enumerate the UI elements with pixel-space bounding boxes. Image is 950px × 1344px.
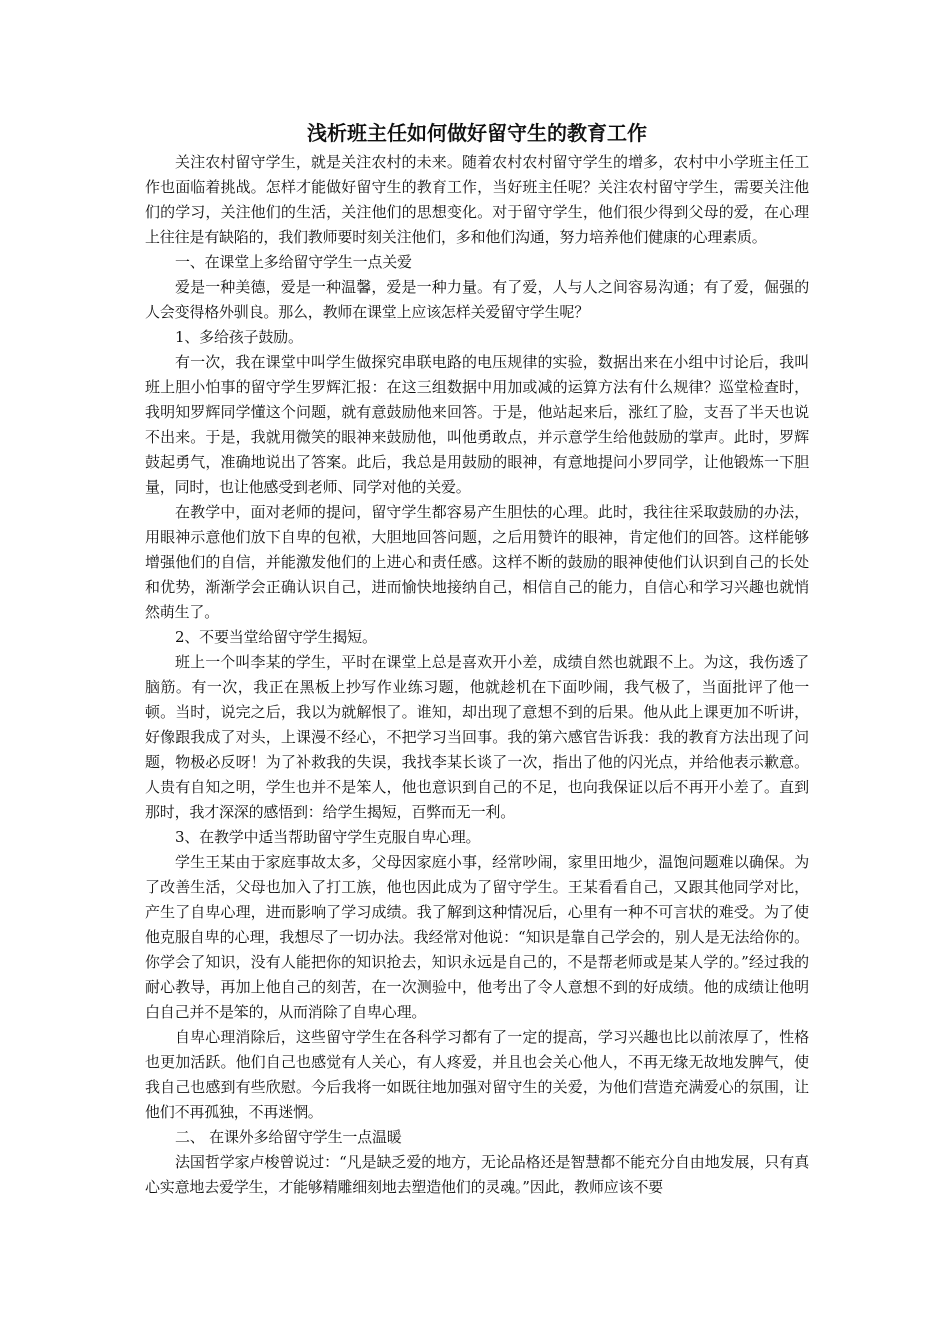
intro-paragraph: 关注农村留守学生，就是关注农村的未来。随着农村农村留守学生的增多，农村中小学班主任工作也面临着挑战。怎样才能做好留守生的教育工作，当好班主任呢？关注农村留守学生，需要关注他们的学习，关注他们的生活，关注他们的思想变化。对于留守学生，他们很少得到父母的爱，在心理上往往是有缺陷的，我们教师要时刻关注他们，多和他们沟通，努力培养他们健康的心理素质。 xyxy=(145,153,809,246)
paragraph: 法国哲学家卢梭曾说过：“凡是缺乏爱的地方，无论品格还是智慧都不能充分自由地发展，只有真心实意地去爱学生，才能够精雕细刻地去塑造他们的灵魂。”因此，教师应该不要 xyxy=(145,1153,809,1196)
paragraph: 有一次，我在课堂中叫学生做探究串联电路的电压规律的实验，数据出来在小组中讨论后，我叫班上胆小怕事的留守学生罗辉汇报：在这三组数据中用加或减的运算方法有什么规律？巡堂检查时，我明知罗辉同学懂这个问题，就有意鼓励他来回答。于是，他站起来后，涨红了脸，支吾了半天也说不出来。于是，我就用微笑的眼神来鼓励他，叫他勇敢点，并示意学生给他鼓励的掌声。此时，罗辉鼓起勇气，准确地说出了答案。此后，我总是用鼓励的眼神，有意地提问小罗同学，让他锻炼一下胆量，同时，也让他感受到老师、同学对他的关爱。 xyxy=(145,353,809,496)
paragraph: 在教学中，面对老师的提问，留守学生都容易产生胆怯的心理。此时，我往往采取鼓励的办法，用眼神示意他们放下自卑的包袱，大胆地回答问题，之后用赞许的眼神，肯定他们的回答。这样能够增强他们的自信，并能激发他们的上进心和责任感。这样不断的鼓励的眼神使他们认识到自己的长处和优势，渐渐学会正确认识自己，进而愉快地接纳自己，相信自己的能力，自信心和学习兴趣也就悄然萌生了。 xyxy=(145,503,809,621)
subheading-2: 2、不要当堂给留守学生揭短。 xyxy=(175,628,377,646)
paragraph: 班上一个叫李某的学生，平时在课堂上总是喜欢开小差，成绩自然也就跟不上。为这，我伤透了脑筋。有一次，我正在黑板上抄写作业练习题，他就趁机在下面吵闹，我气极了，当面批评了他一顿。当时，说完之后，我以为就解恨了。谁知，却出现了意想不到的后果。他从此上课更加不听讲，好像跟我成了对头，上课漫不经心，不把学习当回事。我的第六感官告诉我：我的教育方法出现了问题，物极必反呀！为了补救我的失误，我找李某长谈了一次，指出了他的闪光点，并给他表示歉意。人贵有自知之明，学生也并不是笨人，他也意识到自己的不足，也向我保证以后不再开小差了。直到那时，我才深深的感悟到：给学生揭短，百弊而无一利。 xyxy=(145,653,809,821)
paragraph: 自卑心理消除后，这些留守学生在各科学习都有了一定的提高，学习兴趣也比以前浓厚了，性格也更加活跃。他们自己也感觉有人关心，有人疼爱，并且也会关心他人，不再无缘无故地发脾气，使我自己也感到有些欣慰。今后我将一如既往地加强对留守生的关爱，为他们营造充满爱心的氛围，让他们不再孤独，不再迷惘。 xyxy=(145,1028,809,1121)
document-title: 浅析班主任如何做好留守生的教育工作 xyxy=(307,121,647,145)
subheading-3: 3、在教学中适当帮助留守学生克服自卑心理。 xyxy=(175,828,481,846)
section-heading-2: 二、 在课外多给留守学生一点温暖 xyxy=(175,1128,402,1146)
document-page xyxy=(145,118,809,1200)
paragraph: 学生王某由于家庭事故太多，父母因家庭小事，经常吵闹，家里田地少，温饱问题难以确保。为了改善生活，父母也加入了打工族，他也因此成为了留守学生。王某看看自己，又跟其他同学对比，产生了自卑心理，进而影响了学习成绩。我了解到这种情况后，心里有一种不可言状的难受。为了使他克服自卑的心理，我想尽了一切办法。我经常对他说：“知识是靠自己学会的，别人是无法给你的。你学会了知识，没有人能把你的知识抢去，知识永远是自己的，不是帮老师或是某人学的。”经过我的耐心教导，再加上他自己的刻苦，在一次测验中，他考出了令人意想不到的好成绩。他的成绩让他明白自己并不是笨的，从而消除了自卑心理。 xyxy=(145,853,809,1021)
section-heading-1: 一、在课堂上多给留守学生一点关爱 xyxy=(175,253,412,271)
subheading-1: 1、多给孩子鼓励。 xyxy=(175,328,303,346)
paragraph: 爱是一种美德，爱是一种温馨，爱是一种力量。有了爱，人与人之间容易沟通；有了爱，倔强的人会变得格外驯良。那么，教师在课堂上应该怎样关爱留守学生呢？ xyxy=(145,278,809,321)
